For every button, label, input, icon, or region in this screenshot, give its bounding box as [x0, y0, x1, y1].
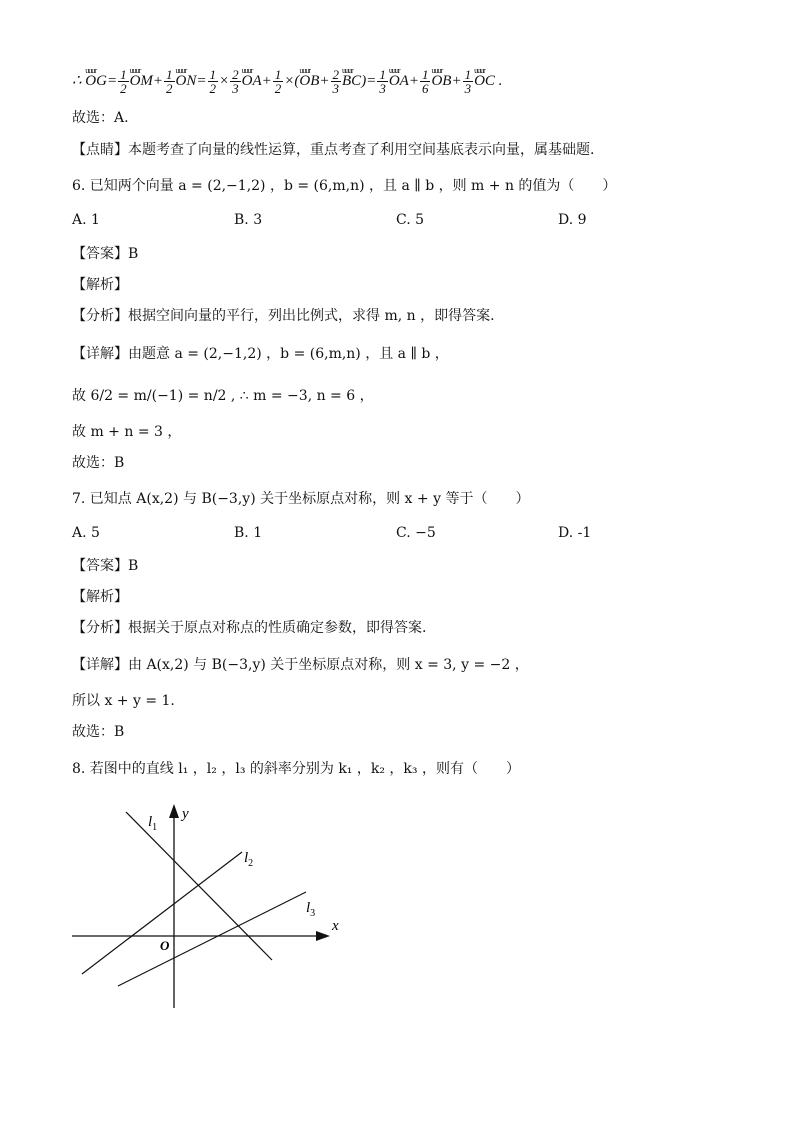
q7-jiexi: 【解析】 [72, 589, 128, 605]
x-axis-arrow-icon [316, 931, 330, 941]
therefore-symbol: ∴ [72, 72, 82, 89]
q7-option-a: A. 5 [72, 525, 100, 541]
q7-option-d: D. -1 [558, 525, 592, 541]
q7-option-c: C. −5 [396, 525, 436, 541]
q6-stem: 6. 已知两个向量 a = (2,−1,2) ，b = (6,m,n) ，且 a ∥ b ，则 m + n 的值为（ ） [72, 178, 617, 194]
label-l3: $l_3$ [306, 900, 316, 919]
q7-stem: 7. 已知点 A(x,2) 与 B(−3,y) 关于坐标原点对称，则 x + y 等于（ ） [72, 491, 530, 507]
q6-analysis: 【分析】根据空间向量的平行，列出比例式，求得 m, n ，即得答案. [72, 308, 495, 324]
q6-option-a: A. 1 [72, 212, 100, 228]
slope-lines-figure [66, 798, 366, 1018]
label-y: y [182, 806, 189, 822]
q5-comment: 【点睛】本题考查了向量的线性运算，重点考查了利用空间基底表示向量，属基础题. [72, 142, 595, 158]
q7-choose: 故选：B [72, 724, 125, 740]
q6-choose: 故选：B [72, 455, 125, 471]
q6-answer: 【答案】B [72, 246, 139, 262]
y-axis-arrow-icon [169, 804, 179, 818]
line-l2 [82, 852, 242, 974]
q6-jiexi: 【解析】 [72, 277, 128, 293]
line-l1 [126, 812, 272, 960]
label-l2: $l_2$ [244, 850, 254, 869]
label-l1: $l_1$ [148, 814, 158, 833]
q7-detail: 【详解】由 A(x,2) 与 B(−3,y) 关于坐标原点对称，则 x = 3, y = −2 ， [72, 657, 529, 673]
label-x: x [332, 918, 339, 934]
q6-detail: 【详解】由题意 a = (2,−1,2) ，b = (6,m,n) ，且 a ∥ b ， [72, 346, 449, 362]
q5-answer-choice: 故选：A. [72, 110, 129, 126]
q6-option-b: B. 3 [234, 212, 263, 228]
q7-analysis: 【分析】根据关于原点对称点的性质确定参数，即得答案. [72, 620, 427, 636]
q6-step2: 故 m + n = 3 ， [72, 424, 182, 440]
q6-option-c: C. 5 [396, 212, 425, 228]
q6-step1: 故 6/2 = m/(−1) = n/2 , ∴ m = −3, n = 6 ， [72, 388, 374, 404]
q7-step1: 所以 x + y = 1. [72, 693, 175, 709]
q8-stem: 8. 若图中的直线 l₁ ，l₂ ，l₃ 的斜率分别为 k₁ ，k₂ ，k₃ ，则有（ ） [72, 761, 520, 777]
q7-answer: 【答案】B [72, 558, 139, 574]
label-origin: O [160, 938, 170, 953]
q6-option-d: D. 9 [558, 212, 587, 228]
q7-option-b: B. 1 [234, 525, 263, 541]
line-l3 [118, 892, 306, 986]
vector-expression-line: ∴ uuur OG= $\frac{1}{2}$ uuur OM+ $\frac{1}{2}$ uuur ON= $\frac{1}{2}$ × $\frac{2}{3}$ uuur OA+ $\frac{1}{2}$ ×(uuur OB+ $\frac{2}{3}$ uuur BC)= $\frac{1}{3}$ uuur OA+ $\frac{1}{6}$ uuur OB+ $\frac{1}{3}$ uuur OC . [72, 68, 502, 95]
